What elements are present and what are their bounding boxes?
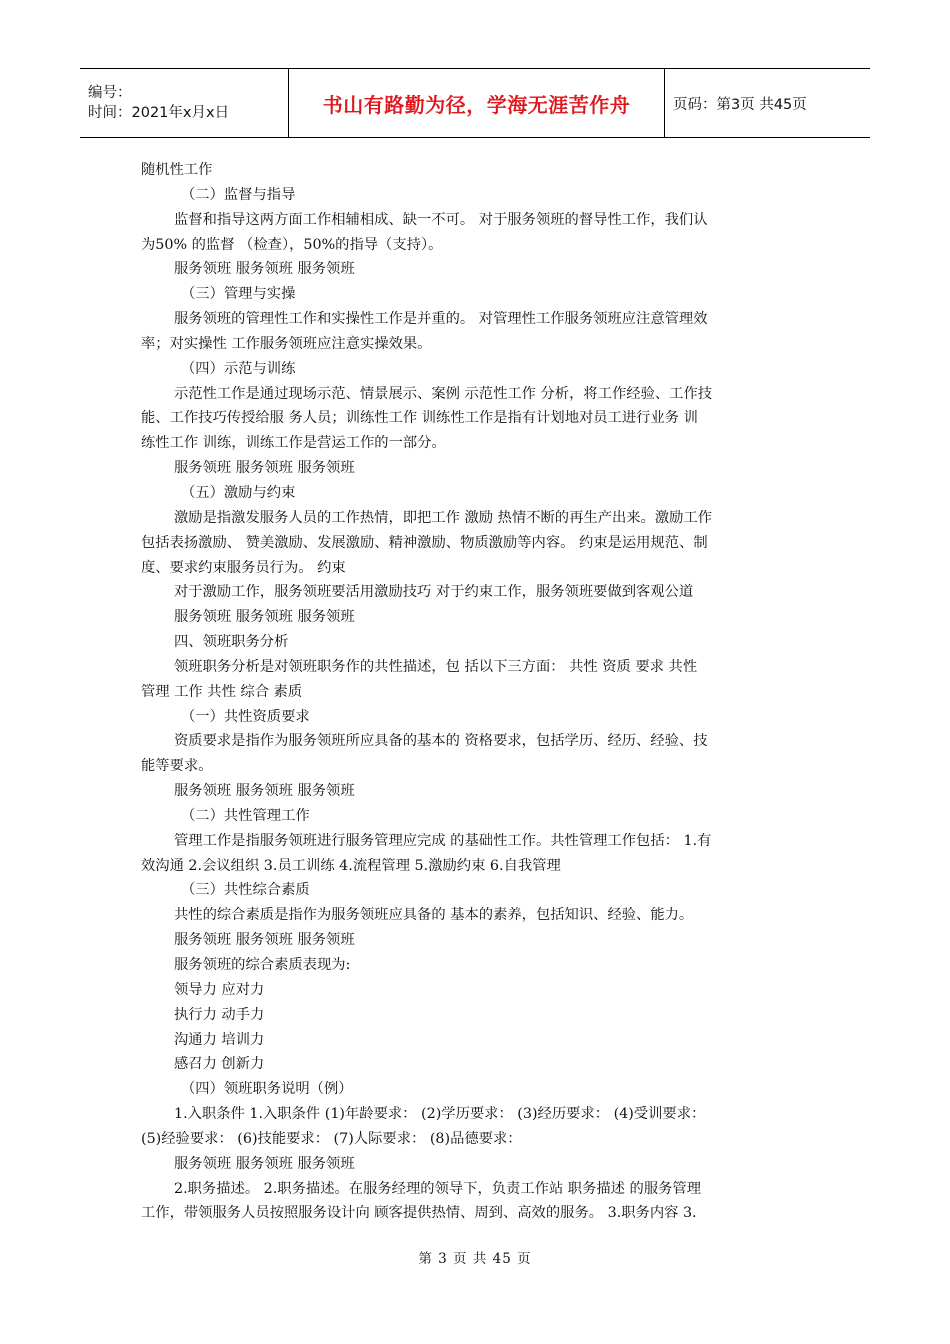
section-heading: （五）激励与约束 bbox=[181, 484, 296, 501]
header-meta bbox=[80, 69, 289, 137]
body-line: 服务领班 服务领班 服务领班 bbox=[174, 261, 355, 278]
body-line: 2.职务描述。 2.职务描述。在服务经理的领导下，负责工作站 职务描述 的服务管理 bbox=[174, 1180, 702, 1197]
page-header bbox=[80, 68, 870, 138]
body-line: 沟通力 培训力 bbox=[174, 1031, 265, 1048]
body-line: 共性的综合素质是指作为服务领班应具备的 基本的素养，包括知识、经验、能力。 bbox=[174, 907, 694, 924]
body-line: 率；对实操性 工作服务领班应注意实操效果。 bbox=[141, 335, 432, 352]
body-line: 为50% 的监督 （检查），50%的指导（支持）。 bbox=[141, 236, 443, 253]
section-heading: （二）监督与指导 bbox=[181, 186, 296, 203]
body-line: 示范性工作是通过现场示范、情景展示、案例 示范性工作 分析，将工作经验、工作技 bbox=[174, 385, 713, 402]
section-heading: （三）管理与实操 bbox=[181, 286, 296, 303]
section-heading: （四）领班职务说明（例） bbox=[181, 1081, 353, 1098]
body-line: 服务领班的综合素质表现为: bbox=[174, 957, 351, 973]
body-line: 管理工作是指服务领班进行服务管理应完成 的基础性工作。共性管理工作包括： 1.有 bbox=[174, 832, 712, 849]
section-heading: （一）共性资质要求 bbox=[181, 708, 310, 725]
body-line: 服务领班 服务领班 服务领班 bbox=[174, 609, 355, 626]
body-line: (5)经验要求： (6)技能要求： (7)人际要求： (8)品德要求： bbox=[141, 1130, 522, 1147]
section-heading: 四、领班职务分析 bbox=[174, 634, 289, 651]
body-line: 资质要求是指作为服务领班所应具备的基本的 资格要求，包括学历、经历、经验、技 bbox=[174, 733, 708, 750]
document-body bbox=[141, 158, 813, 1226]
page-footer: 第 3 页 共 45 页 bbox=[418, 1251, 532, 1267]
body-line: 1.入职条件 1.入职条件 (1)年龄要求： (2)学历要求： (3)经历要求： (4)受训要求： bbox=[174, 1106, 706, 1123]
body-line: 监督和指导这两方面工作相辅相成、缺一不可。 对于服务领班的督导性工作，我们认 bbox=[174, 211, 708, 228]
section-heading: （四）示范与训练 bbox=[181, 360, 296, 377]
body-line: 效沟通 2.会议组织 3.员工训练 4.流程管理 5.激励约束 6.自我管理 bbox=[141, 857, 561, 874]
body-line: 领班职务分析是对领班职务作的共性描述，包 括以下三方面： 共性 资质 要求 共性 bbox=[174, 658, 698, 675]
body-line: 感召力 创新力 bbox=[174, 1056, 265, 1073]
body-line: 服务领班的管理性工作和实操性工作是并重的。 对管理性工作服务领班应注意管理效 bbox=[174, 311, 708, 328]
body-line: 对于激励工作，服务领班要活用激励技巧 对于约束工作，服务领班要做到客观公道 bbox=[174, 584, 694, 601]
body-line: 激励是指激发服务人员的工作热情，即把工作 激励 热情不断的再生产出来。激励工作 bbox=[174, 509, 713, 526]
body-line: 执行力 动手力 bbox=[174, 1006, 265, 1023]
body-line: 服务领班 服务领班 服务领班 bbox=[174, 1155, 355, 1172]
doc-number-label: 编号： bbox=[88, 85, 132, 101]
body-line: 能、工作技巧传授给服 务人员；训练性工作 训练性工作是指有计划地对员工进行业务 训 bbox=[141, 410, 698, 427]
section-heading: （三）共性综合素质 bbox=[181, 882, 310, 899]
body-line: 能等要求。 bbox=[141, 758, 213, 775]
body-line: 管理 工作 共性 综合 素质 bbox=[141, 683, 303, 700]
header-motto: 书山有路勤为径，学海无涯苦作舟 bbox=[322, 92, 631, 117]
body-line: 度、要求约束服务员行为。 约束 bbox=[141, 559, 346, 576]
body-line: 服务领班 服务领班 服务领班 bbox=[174, 783, 355, 800]
body-line: 服务领班 服务领班 服务领班 bbox=[174, 932, 355, 949]
body-line: 工作，带领服务人员按照服务设计向 顾客提供热情、周到、高效的服务。 3.职务内容 3. bbox=[141, 1205, 697, 1222]
body-line: 服务领班 服务领班 服务领班 bbox=[174, 460, 355, 477]
section-heading: （二）共性管理工作 bbox=[181, 807, 310, 824]
body-line: 练性工作 训练，训练工作是营运工作的一部分。 bbox=[141, 435, 446, 452]
body-line: 领导力 应对力 bbox=[174, 981, 265, 998]
doc-date-label: 时间：2021年x月x日 bbox=[88, 105, 230, 121]
header-page-cell bbox=[665, 69, 870, 137]
body-line: 包括表扬激励、 赞美激励、发展激励、精神激励、物质激励等内容。 约束是运用规范、制 bbox=[141, 534, 708, 551]
body-line: 随机性工作 bbox=[141, 162, 213, 178]
header-page-info: 页码：第3页 共45页 bbox=[673, 96, 807, 113]
header-motto-cell bbox=[289, 69, 665, 137]
